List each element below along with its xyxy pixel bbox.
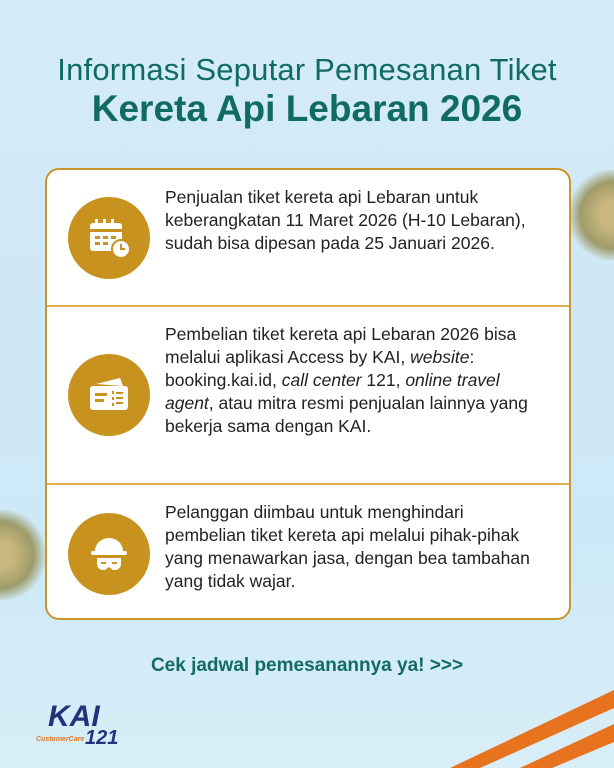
info-text: Penjualan tiket kereta api Lebaran untuk keberangkatan 11 Maret 2026 (H-10 Lebaran), sudah bisa dipesan pada 25 Januari 2026. bbox=[165, 187, 526, 253]
title-line-1: Informasi Seputar Pemesanan Tiket bbox=[57, 52, 557, 87]
info-item bbox=[47, 170, 569, 305]
masked-thief-icon bbox=[68, 513, 150, 595]
title-line-2: Kereta Api Lebaran 2026 bbox=[91, 88, 523, 129]
info-item bbox=[47, 305, 569, 483]
info-text: Pembelian tiket kereta api Lebaran 2026 bisa melalui aplikasi Access by KAI, website: booking.kai.id, call center 121, online travel agent, atau mitra resmi penjualan lainnya yang bekerja sama dengan KAI. bbox=[165, 324, 528, 436]
kai-customer-care-logo: KAI CustomerCare 121 bbox=[36, 700, 119, 749]
info-card bbox=[45, 168, 571, 620]
ticket-icon bbox=[68, 354, 150, 436]
cta-text: Cek jadwal pemesanannya ya! >>> bbox=[150, 655, 464, 676]
palm-leaf-decoration bbox=[0, 510, 50, 600]
info-text: Pelanggan diimbau untuk menghindari pembelian tiket kereta api melalui pihak-pihak yang menawarkan jasa, dengan bea tambahan yang tidak wajar. bbox=[165, 502, 530, 591]
info-item bbox=[47, 483, 569, 620]
orange-stripe-decoration bbox=[430, 690, 614, 768]
calendar-clock-icon bbox=[68, 197, 150, 279]
palm-leaf-decoration bbox=[564, 170, 614, 260]
